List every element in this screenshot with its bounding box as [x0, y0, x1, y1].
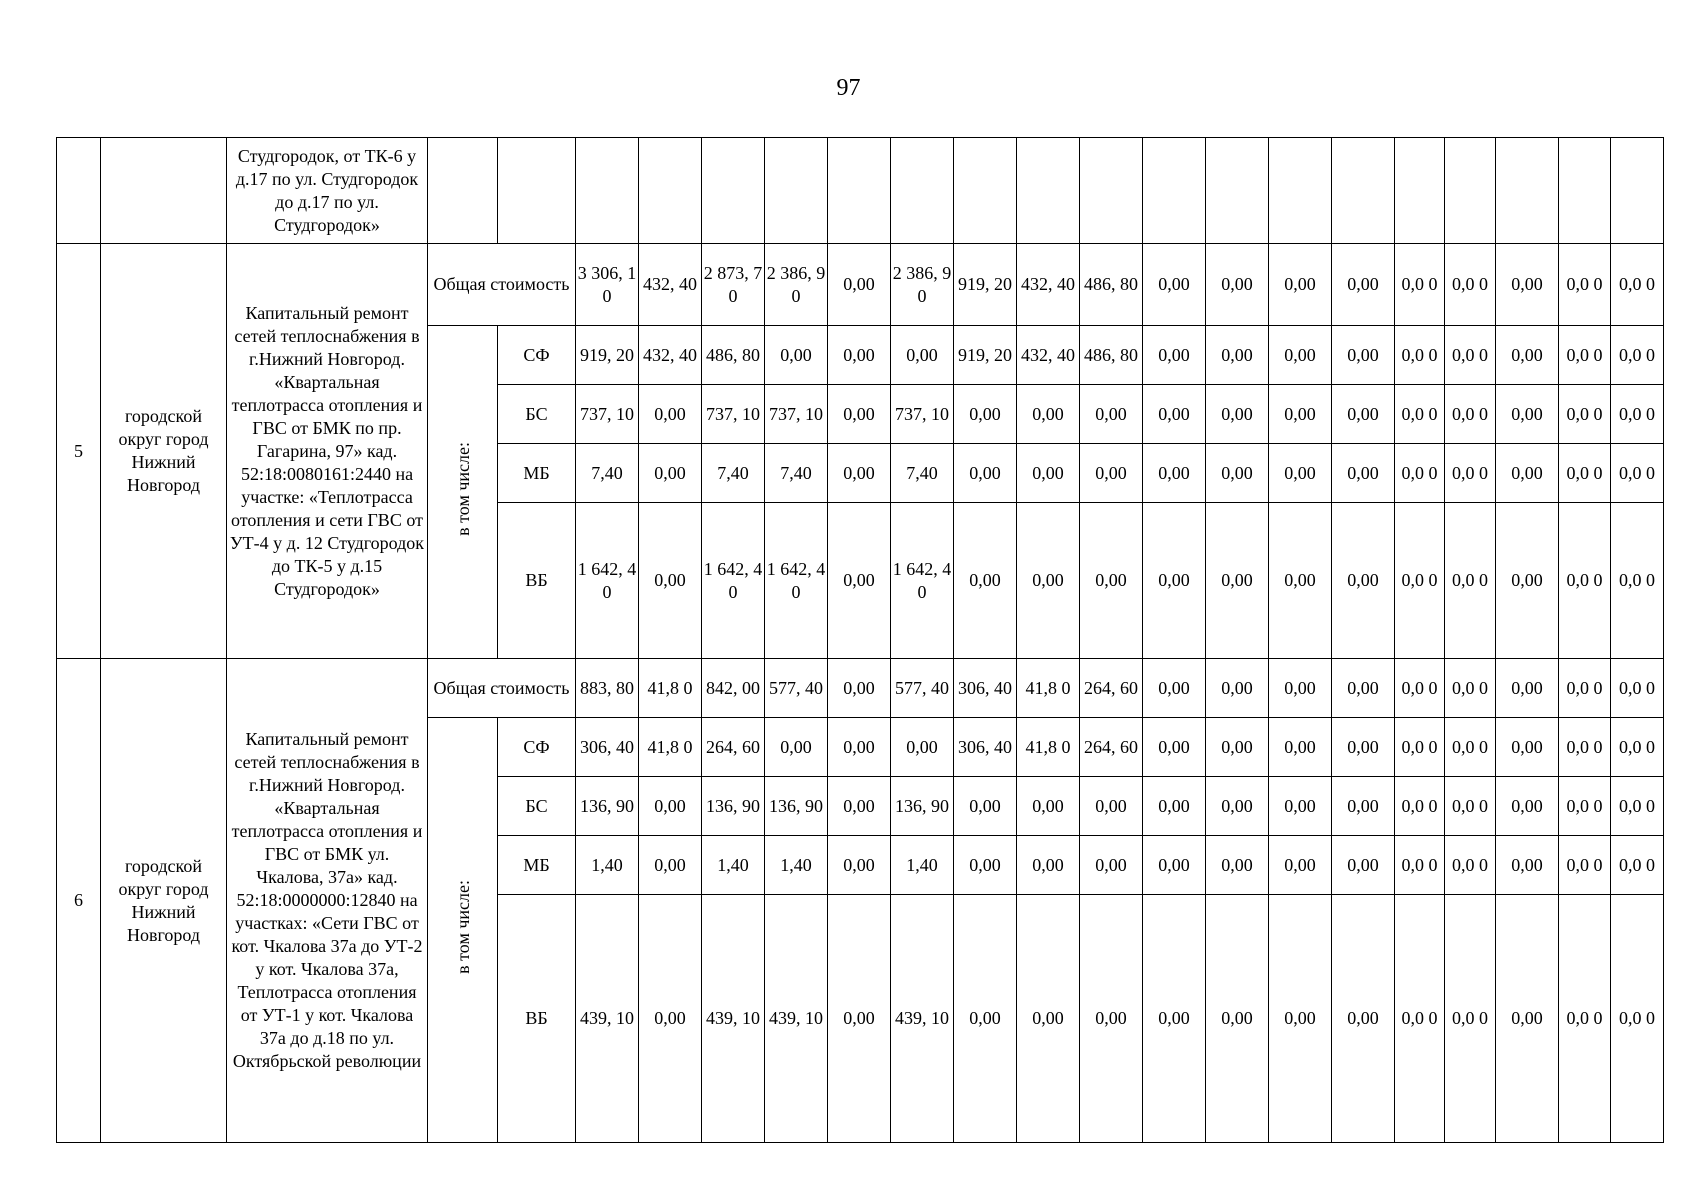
value-cell: 1,40	[891, 836, 954, 895]
value-cell	[1206, 138, 1269, 244]
continuation-row	[57, 138, 1664, 244]
value-cell: 136, 90	[702, 777, 765, 836]
value-cell: 0,0 0	[1611, 444, 1664, 503]
value-cell: 432, 40	[639, 326, 702, 385]
value-cell: 0,00	[1269, 244, 1332, 326]
value-cell: 0,0 0	[1395, 326, 1445, 385]
value-cell: 0,00	[1143, 385, 1206, 444]
value-cell: 0,00	[1143, 895, 1206, 1143]
value-cell: 0,0 0	[1611, 659, 1664, 718]
value-cell: 0,00	[1332, 836, 1395, 895]
value-cell: 41,8 0	[639, 718, 702, 777]
item-number: 5	[57, 244, 101, 659]
value-cell: 0,0 0	[1611, 244, 1664, 326]
value-cell: 0,0 0	[1559, 326, 1611, 385]
funding-source-label: ВБ	[498, 895, 576, 1143]
value-cell: 0,00	[954, 836, 1017, 895]
value-cell: 0,00	[1332, 777, 1395, 836]
value-cell: 1 642, 40	[891, 503, 954, 659]
value-cell: 1 642, 40	[702, 503, 765, 659]
value-cell: 0,00	[1143, 503, 1206, 659]
value-cell: 0,0 0	[1559, 385, 1611, 444]
value-cell: 0,0 0	[1445, 836, 1496, 895]
value-cell	[891, 138, 954, 244]
value-cell	[1445, 138, 1496, 244]
value-cell: 0,00	[1143, 718, 1206, 777]
value-cell: 0,00	[828, 244, 891, 326]
value-cell: 0,0 0	[1445, 895, 1496, 1143]
table-row	[57, 244, 1664, 326]
value-cell: 0,00	[639, 444, 702, 503]
description-cell: Капитальный ремонт сетей теплоснабжения в г.Нижний Новгород. «Квартальная теплотрасса отопления и ГВС от БМК ул. Чкалова, 37а» кад. 52:18:0000000:12840 на участках: «Сети ГВС от кот. Чкалова 37а до УТ-2 у кот. Чкалова 37а, Теплотрасса отопления от УТ-1 у кот. Чкалова 37а до д.18 по ул. Октябрьской революции	[227, 659, 428, 1143]
value-cell: 0,00	[1496, 503, 1559, 659]
including-label: в том числе:	[452, 880, 473, 974]
value-cell: 0,00	[1080, 444, 1143, 503]
value-cell: 0,0 0	[1395, 659, 1445, 718]
value-cell	[954, 138, 1017, 244]
value-cell: 0,00	[954, 895, 1017, 1143]
including-label: в том числе:	[452, 442, 473, 536]
funding-source-label: ВБ	[498, 503, 576, 659]
value-cell: 0,00	[891, 326, 954, 385]
value-cell: 0,00	[639, 503, 702, 659]
value-cell: 0,0 0	[1395, 836, 1445, 895]
value-cell: 0,0 0	[1445, 326, 1496, 385]
item-number: 6	[57, 659, 101, 1143]
value-cell	[1269, 138, 1332, 244]
value-cell: 0,00	[1017, 777, 1080, 836]
value-cell: 0,00	[1206, 385, 1269, 444]
value-cell: 737, 10	[891, 385, 954, 444]
value-cell: 0,00	[828, 659, 891, 718]
value-cell: 0,00	[1080, 777, 1143, 836]
value-cell: 0,00	[1143, 659, 1206, 718]
value-cell: 0,00	[1206, 326, 1269, 385]
value-cell: 0,00	[954, 385, 1017, 444]
value-cell: 306, 40	[954, 718, 1017, 777]
value-cell: 577, 40	[891, 659, 954, 718]
region-cell	[101, 138, 227, 244]
value-cell: 0,00	[1269, 385, 1332, 444]
value-cell: 0,0 0	[1559, 718, 1611, 777]
value-cell: 2 386, 90	[891, 244, 954, 326]
value-cell: 0,00	[1017, 503, 1080, 659]
value-cell: 0,00	[1017, 895, 1080, 1143]
value-cell	[639, 138, 702, 244]
value-cell: 41,8 0	[639, 659, 702, 718]
budget-table	[56, 137, 1664, 1143]
value-cell: 7,40	[702, 444, 765, 503]
value-cell: 306, 40	[576, 718, 639, 777]
value-cell: 0,00	[639, 895, 702, 1143]
value-cell: 0,0 0	[1395, 503, 1445, 659]
value-cell: 0,00	[954, 444, 1017, 503]
value-cell: 0,0 0	[1445, 444, 1496, 503]
value-cell: 486, 80	[702, 326, 765, 385]
value-cell: 0,0 0	[1395, 444, 1445, 503]
value-cell: 0,00	[1206, 836, 1269, 895]
value-cell: 0,00	[639, 836, 702, 895]
value-cell: 0,00	[1496, 895, 1559, 1143]
total-cost-label: Общая стоимость	[428, 659, 576, 718]
label-cell	[428, 138, 498, 244]
value-cell: 0,00	[954, 777, 1017, 836]
value-cell: 0,00	[828, 444, 891, 503]
total-cost-label: Общая стоимость	[428, 244, 576, 326]
value-cell: 0,00	[1017, 836, 1080, 895]
value-cell: 919, 20	[954, 326, 1017, 385]
value-cell: 0,0 0	[1445, 503, 1496, 659]
value-cell: 0,0 0	[1559, 777, 1611, 836]
value-cell: 0,00	[828, 895, 891, 1143]
value-cell: 264, 60	[1080, 718, 1143, 777]
value-cell: 0,00	[1143, 244, 1206, 326]
value-cell: 0,00	[1206, 895, 1269, 1143]
value-cell: 1 642, 40	[765, 503, 828, 659]
value-cell: 0,00	[1206, 777, 1269, 836]
value-cell: 306, 40	[954, 659, 1017, 718]
value-cell: 3 306, 10	[576, 244, 639, 326]
including-label-cell	[428, 718, 498, 1143]
value-cell: 0,0 0	[1445, 718, 1496, 777]
funding-source-label: БС	[498, 385, 576, 444]
value-cell: 0,0 0	[1611, 718, 1664, 777]
description-cell: Студгородок, от ТК-6 у д.17 по ул. Студгородок до д.17 по ул. Студгородок»	[227, 138, 428, 244]
value-cell: 0,00	[1269, 659, 1332, 718]
value-cell: 0,00	[1496, 659, 1559, 718]
value-cell: 0,00	[1496, 244, 1559, 326]
table-row	[57, 659, 1664, 718]
value-cell: 432, 40	[639, 244, 702, 326]
value-cell: 0,0 0	[1395, 895, 1445, 1143]
value-cell: 136, 90	[576, 777, 639, 836]
value-cell: 0,00	[828, 777, 891, 836]
value-cell: 737, 10	[765, 385, 828, 444]
value-cell: 41,8 0	[1017, 718, 1080, 777]
value-cell: 0,0 0	[1445, 777, 1496, 836]
value-cell: 0,00	[1017, 444, 1080, 503]
value-cell	[702, 138, 765, 244]
value-cell: 0,0 0	[1611, 503, 1664, 659]
value-cell	[1395, 138, 1445, 244]
value-cell: 0,00	[1332, 244, 1395, 326]
value-cell: 0,00	[954, 503, 1017, 659]
value-cell: 0,00	[891, 718, 954, 777]
value-cell: 737, 10	[576, 385, 639, 444]
value-cell: 0,00	[828, 385, 891, 444]
value-cell: 1,40	[576, 836, 639, 895]
value-cell: 0,0 0	[1611, 777, 1664, 836]
value-cell: 0,00	[1080, 836, 1143, 895]
value-cell: 0,0 0	[1395, 244, 1445, 326]
value-cell: 0,00	[1332, 503, 1395, 659]
value-cell: 0,00	[1143, 777, 1206, 836]
value-cell: 0,0 0	[1395, 385, 1445, 444]
value-cell: 0,00	[1269, 444, 1332, 503]
value-cell: 0,0 0	[1395, 777, 1445, 836]
value-cell: 439, 10	[891, 895, 954, 1143]
value-cell: 41,8 0	[1017, 659, 1080, 718]
value-cell: 0,00	[639, 385, 702, 444]
value-cell: 0,0 0	[1395, 718, 1445, 777]
value-cell: 0,00	[765, 718, 828, 777]
value-cell: 919, 20	[576, 326, 639, 385]
value-cell	[1332, 138, 1395, 244]
value-cell: 486, 80	[1080, 244, 1143, 326]
value-cell: 264, 60	[1080, 659, 1143, 718]
value-cell: 0,00	[1332, 718, 1395, 777]
value-cell: 0,00	[1496, 326, 1559, 385]
value-cell	[1080, 138, 1143, 244]
funding-source-label: МБ	[498, 444, 576, 503]
value-cell: 0,00	[1496, 444, 1559, 503]
label-cell	[498, 138, 576, 244]
value-cell: 1,40	[702, 836, 765, 895]
value-cell: 0,00	[1269, 718, 1332, 777]
region-cell: городской округ город Нижний Новгород	[101, 659, 227, 1143]
id-cell	[57, 138, 101, 244]
value-cell: 0,0 0	[1611, 385, 1664, 444]
value-cell: 0,00	[1269, 777, 1332, 836]
value-cell: 486, 80	[1080, 326, 1143, 385]
value-cell	[1496, 138, 1559, 244]
page-number: 97	[836, 75, 861, 101]
value-cell: 0,00	[1269, 326, 1332, 385]
value-cell: 883, 80	[576, 659, 639, 718]
value-cell: 264, 60	[702, 718, 765, 777]
region-cell: городской округ город Нижний Новгород	[101, 244, 227, 659]
value-cell: 0,0 0	[1559, 895, 1611, 1143]
value-cell: 0,00	[1206, 503, 1269, 659]
value-cell: 7,40	[765, 444, 828, 503]
value-cell: 0,00	[1080, 385, 1143, 444]
value-cell: 0,0 0	[1559, 503, 1611, 659]
value-cell: 0,00	[1080, 895, 1143, 1143]
value-cell: 919, 20	[954, 244, 1017, 326]
value-cell: 842, 00	[702, 659, 765, 718]
value-cell: 0,0 0	[1611, 895, 1664, 1143]
value-cell: 432, 40	[1017, 326, 1080, 385]
value-cell: 0,00	[828, 326, 891, 385]
value-cell: 0,00	[1496, 836, 1559, 895]
value-cell: 0,00	[1496, 777, 1559, 836]
value-cell: 439, 10	[765, 895, 828, 1143]
funding-source-label: МБ	[498, 836, 576, 895]
value-cell: 0,0 0	[1611, 326, 1664, 385]
value-cell: 0,00	[828, 836, 891, 895]
value-cell: 439, 10	[702, 895, 765, 1143]
value-cell: 0,00	[1269, 503, 1332, 659]
value-cell: 7,40	[576, 444, 639, 503]
value-cell: 0,00	[1206, 659, 1269, 718]
value-cell: 136, 90	[891, 777, 954, 836]
value-cell: 0,0 0	[1445, 244, 1496, 326]
value-cell: 0,0 0	[1445, 659, 1496, 718]
value-cell: 0,00	[828, 718, 891, 777]
value-cell: 0,00	[1332, 385, 1395, 444]
value-cell: 0,0 0	[1445, 385, 1496, 444]
value-cell: 0,00	[1017, 385, 1080, 444]
value-cell	[765, 138, 828, 244]
funding-source-label: БС	[498, 777, 576, 836]
funding-source-label: СФ	[498, 718, 576, 777]
value-cell	[1143, 138, 1206, 244]
value-cell: 0,00	[1269, 836, 1332, 895]
value-cell	[828, 138, 891, 244]
value-cell: 136, 90	[765, 777, 828, 836]
value-cell: 0,0 0	[1559, 444, 1611, 503]
value-cell: 0,00	[1332, 895, 1395, 1143]
value-cell: 2 873, 70	[702, 244, 765, 326]
value-cell: 0,0 0	[1559, 659, 1611, 718]
value-cell: 0,0 0	[1611, 836, 1664, 895]
value-cell: 1 642, 40	[576, 503, 639, 659]
value-cell	[1017, 138, 1080, 244]
value-cell: 0,00	[639, 777, 702, 836]
value-cell: 0,00	[1332, 659, 1395, 718]
value-cell	[576, 138, 639, 244]
value-cell: 0,00	[1269, 895, 1332, 1143]
value-cell: 0,00	[1332, 444, 1395, 503]
value-cell: 439, 10	[576, 895, 639, 1143]
value-cell: 7,40	[891, 444, 954, 503]
value-cell: 2 386, 90	[765, 244, 828, 326]
value-cell: 0,00	[1496, 385, 1559, 444]
value-cell: 0,00	[1080, 503, 1143, 659]
including-label-cell	[428, 326, 498, 659]
value-cell	[1559, 138, 1611, 244]
value-cell: 737, 10	[702, 385, 765, 444]
value-cell: 0,00	[1206, 244, 1269, 326]
value-cell: 1,40	[765, 836, 828, 895]
value-cell: 0,00	[1496, 718, 1559, 777]
value-cell: 0,00	[1206, 444, 1269, 503]
value-cell: 0,00	[828, 503, 891, 659]
value-cell: 577, 40	[765, 659, 828, 718]
value-cell: 0,0 0	[1559, 244, 1611, 326]
value-cell	[1611, 138, 1664, 244]
value-cell: 0,0 0	[1559, 836, 1611, 895]
value-cell: 0,00	[1143, 326, 1206, 385]
value-cell: 432, 40	[1017, 244, 1080, 326]
value-cell: 0,00	[1332, 326, 1395, 385]
value-cell: 0,00	[765, 326, 828, 385]
description-cell: Капитальный ремонт сетей теплоснабжения в г.Нижний Новгород. «Квартальная теплотрасса отопления и ГВС от БМК по пр. Гагарина, 97» кад. 52:18:0080161:2440 на участке: «Теплотрасса отопления и сети ГВС от УТ-4 у д. 12 Студгородок до ТК-5 у д.15 Студгородок»	[227, 244, 428, 659]
value-cell: 0,00	[1143, 836, 1206, 895]
funding-source-label: СФ	[498, 326, 576, 385]
value-cell: 0,00	[1143, 444, 1206, 503]
value-cell: 0,00	[1206, 718, 1269, 777]
